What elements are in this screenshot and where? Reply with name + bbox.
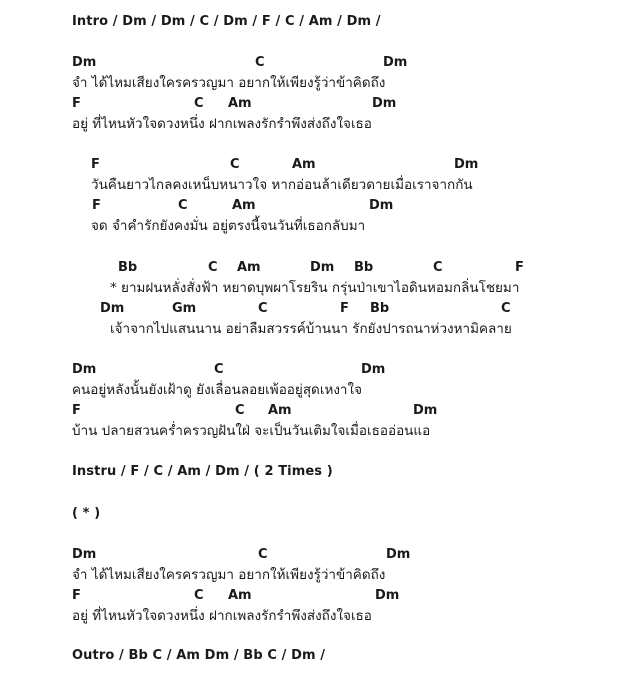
chord: F — [92, 198, 101, 213]
chord: F — [91, 157, 100, 172]
chord: Dm — [72, 362, 97, 377]
chord: Dm — [372, 96, 397, 111]
chord: Dm — [310, 260, 335, 275]
chord: Dm — [361, 362, 386, 377]
chord: F — [515, 260, 524, 275]
chord-row — [0, 96, 620, 116]
chord: Dm — [72, 547, 97, 562]
lyric-line: * ยามฝนหลั่งสั่งฟ้า หยาดบุพผาโรยริน กรุ่นป่าเขาไอดินหอมกลิ่นโชยมา — [110, 280, 520, 296]
chord: Am — [237, 260, 261, 275]
chord-row — [0, 157, 620, 177]
chord: Dm — [369, 198, 394, 213]
chord: Dm — [375, 588, 400, 603]
chord: Bb — [370, 301, 390, 316]
chord: C — [235, 403, 245, 418]
chord: C — [194, 588, 204, 603]
instru-line: Instru / F / C / Am / Dm / ( 2 Times ) — [72, 464, 333, 479]
chord: C — [230, 157, 240, 172]
chord: C — [178, 198, 188, 213]
chord-row — [0, 55, 620, 75]
chord: C — [258, 547, 268, 562]
lyric-line: วันคืนยาวไกลคงเหน็บหนาวใจ หากอ่อนล้าเดียวดายเมื่อเราจากกัน — [91, 177, 473, 193]
lyric-line: จด จำคำรักยังคงมั่น อยู่ตรงนี้จนวันที่เธอกลับมา — [91, 218, 366, 234]
chord-row — [0, 403, 620, 423]
chord: Am — [232, 198, 256, 213]
chord-row — [0, 260, 620, 280]
chord: C — [433, 260, 443, 275]
lyric-line: จำ ได้ไหมเสียงใครครวญมา อยากให้เพียงรู้ว่าข้าคิดถึง — [72, 75, 386, 91]
chord: Am — [268, 403, 292, 418]
lyric-line: อยู่ ที่ไหนหัวใจดวงหนึ่ง ฝากเพลงรักรำพึงส่งถึงใจเธอ — [72, 116, 372, 132]
chord: Bb — [118, 260, 138, 275]
chord: Dm — [100, 301, 125, 316]
repeat-marker: ( * ) — [72, 506, 101, 521]
chord: C — [194, 96, 204, 111]
chord: C — [214, 362, 224, 377]
lyric-line: เจ้าจากไปแสนนาน อย่าลืมสวรรค์บ้านนา รักยังปารถนาห่วงหามิคลาย — [110, 321, 512, 337]
chord: Dm — [383, 55, 408, 70]
chord-row — [0, 588, 620, 608]
chord-row — [0, 547, 620, 567]
chord: Gm — [172, 301, 197, 316]
lyric-line: คนอยู่หลังนั้นยังเฝ้าดู ยังเลื่อนลอยเพ้ออยู่สุดเหงาใจ — [72, 382, 363, 398]
chord-row — [0, 362, 620, 382]
chord: Am — [228, 96, 252, 111]
outro-line: Outro / Bb C / Am Dm / Bb C / Dm / — [72, 648, 326, 663]
lyric-line: บ้าน ปลายสวนคร่ำครวญฝันใฝ่ จะเป็นวันเติมใจเมื่อเธออ่อนแอ — [72, 423, 431, 439]
chord: Bb — [354, 260, 374, 275]
chord: C — [255, 55, 265, 70]
lyric-line: อยู่ ที่ไหนหัวใจดวงหนึ่ง ฝากเพลงรักรำพึงส่งถึงใจเธอ — [72, 608, 372, 624]
chord: Dm — [72, 55, 97, 70]
chord-row — [0, 198, 620, 218]
chord: Am — [292, 157, 316, 172]
chord: C — [258, 301, 268, 316]
intro-line: Intro / Dm / Dm / C / Dm / F / C / Am / Dm / — [72, 14, 381, 29]
chord: F — [72, 403, 81, 418]
chord: Dm — [454, 157, 479, 172]
chord: F — [72, 588, 81, 603]
lyric-line: จำ ได้ไหมเสียงใครครวญมา อยากให้เพียงรู้ว่าข้าคิดถึง — [72, 567, 386, 583]
chord: Dm — [413, 403, 438, 418]
chord: C — [208, 260, 218, 275]
chord: C — [501, 301, 511, 316]
chord: Dm — [386, 547, 411, 562]
chord-row — [0, 301, 620, 321]
chord: Am — [228, 588, 252, 603]
chord: F — [72, 96, 81, 111]
chord: F — [340, 301, 349, 316]
